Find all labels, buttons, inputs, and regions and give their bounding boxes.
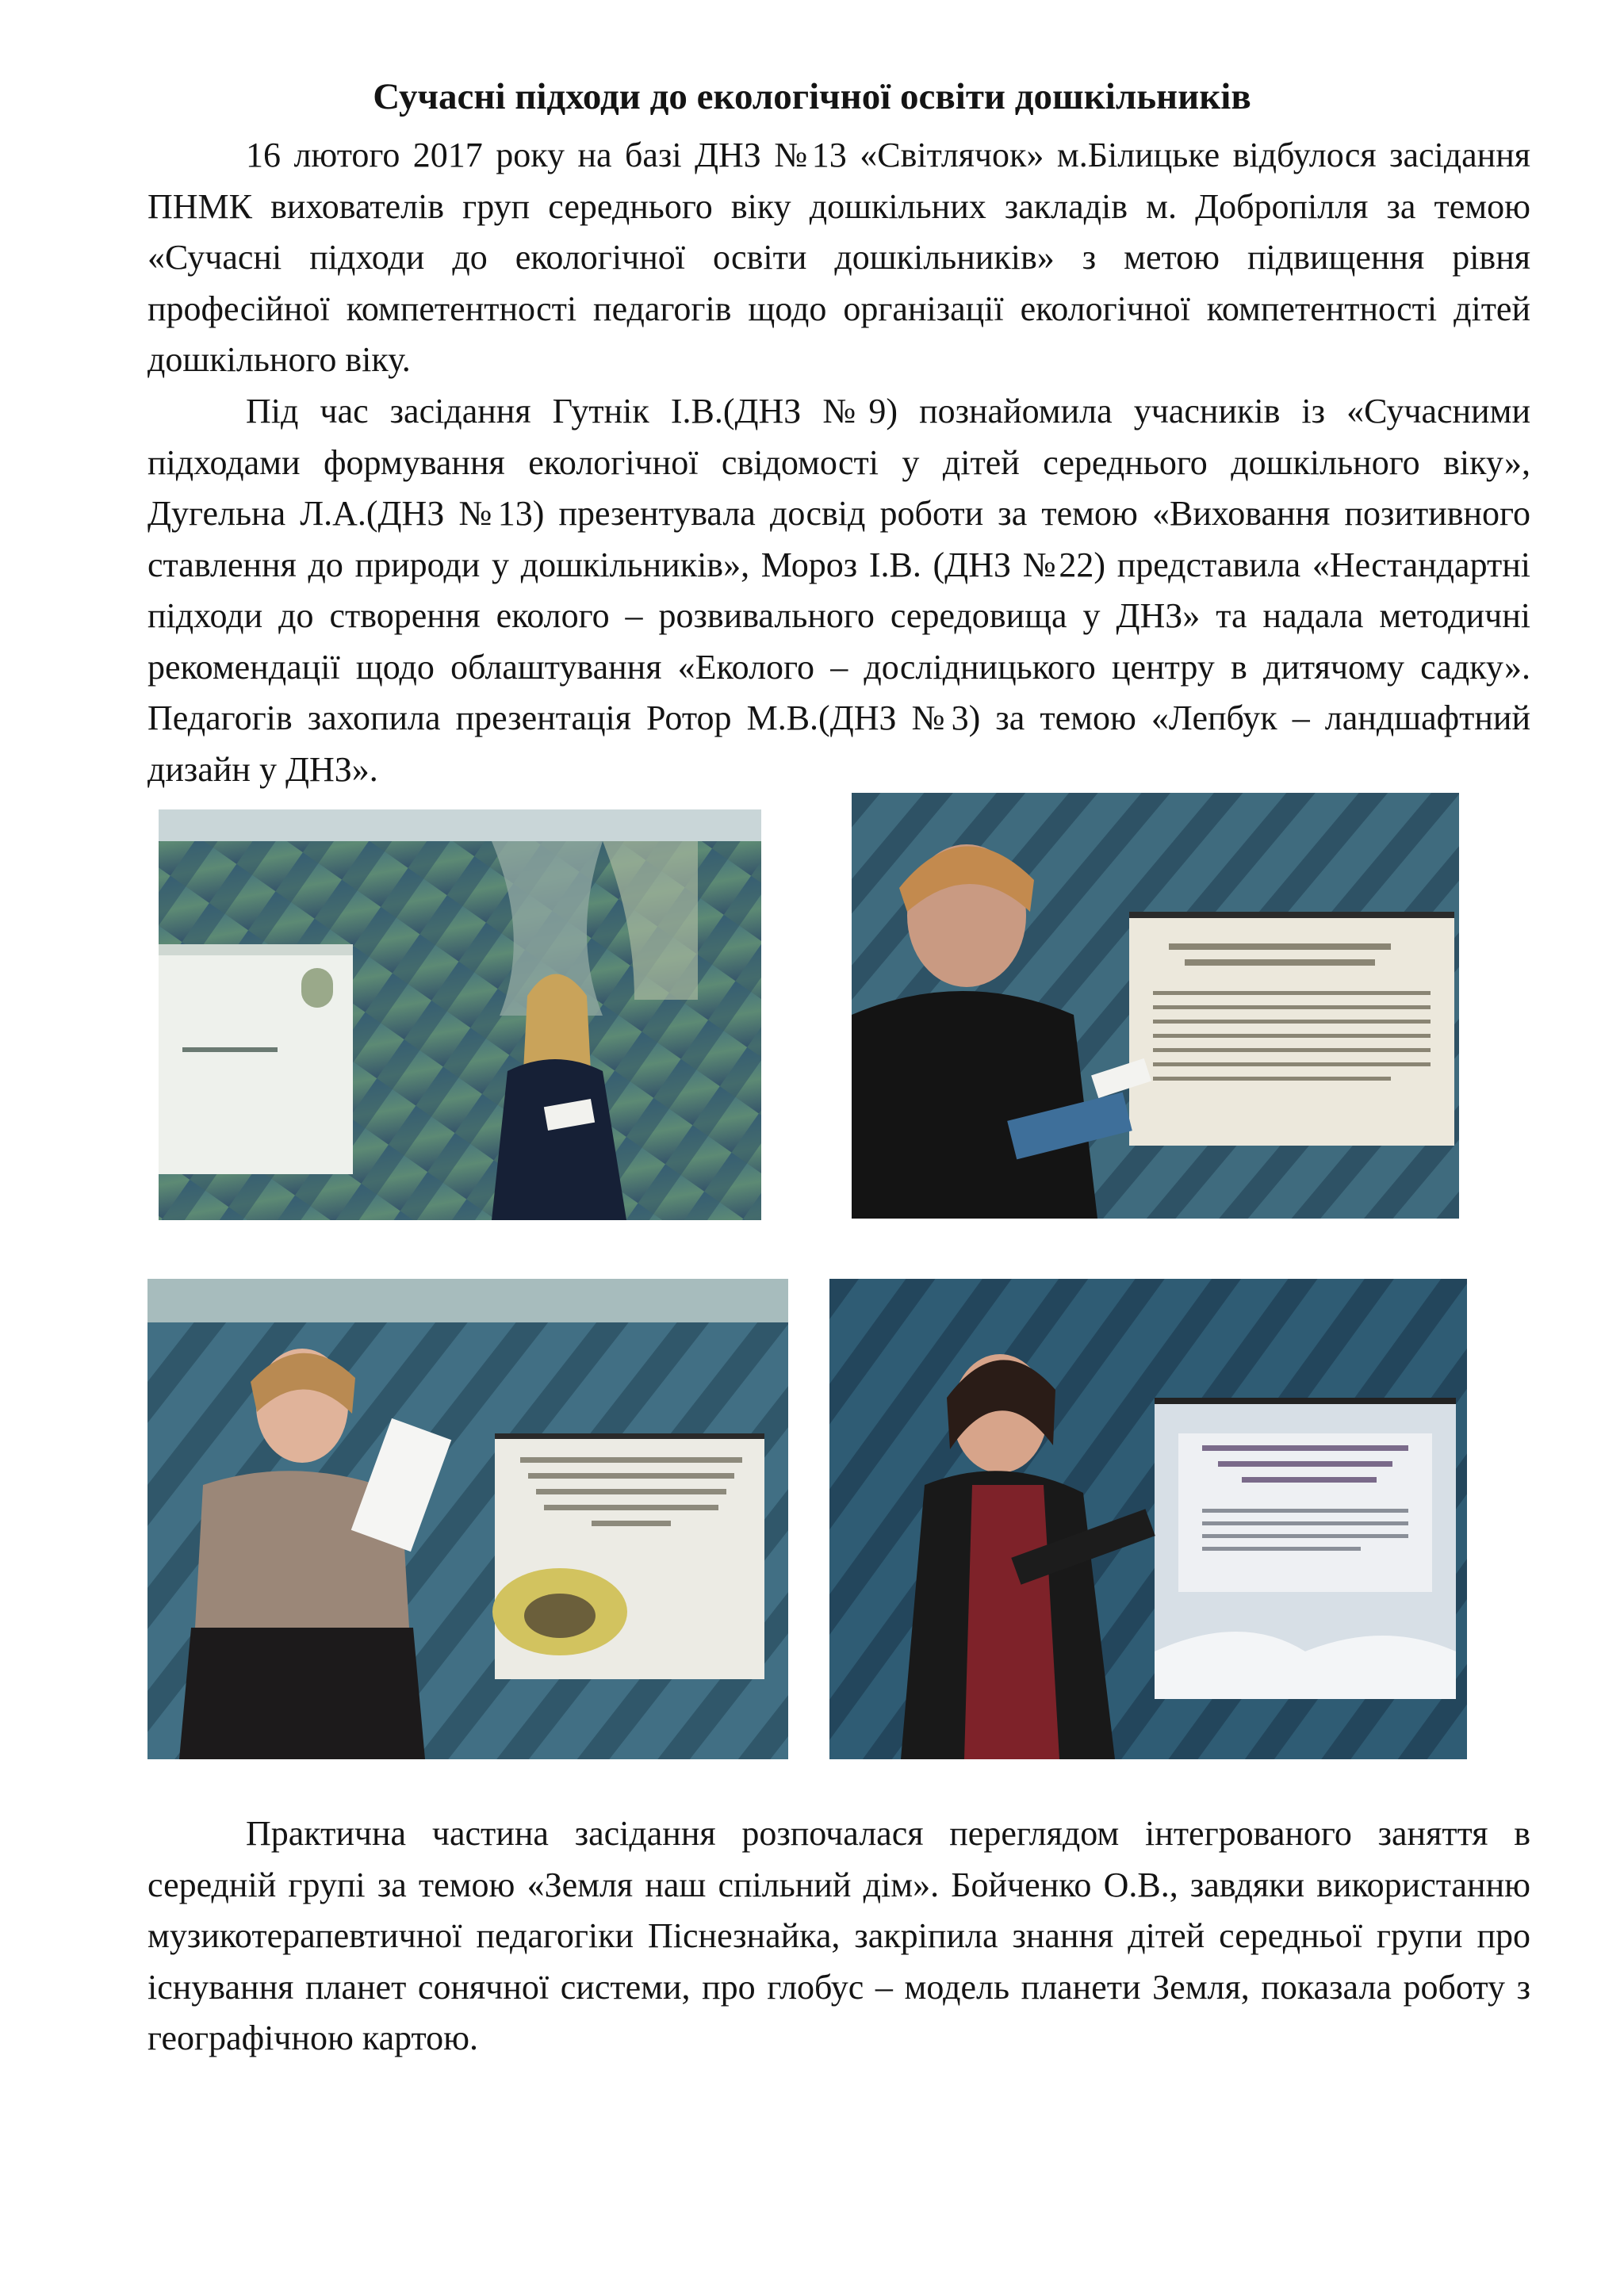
paragraph-intro: 16 лютого 2017 року на базі ДНЗ №13 «Світлячок» м.Білицьке відбулося засідання ПНМК вихователів груп середнього віку дошкільних закладів м. Добропілля за темою «Сучасні підходи до екологічної освіти дошкільників» з метою підвищення рівня професійної компетентності педагогів щодо організації екологічної компетентності дітей дошкільного віку. [147,136,1530,379]
photo-speaker-4 [829,1279,1467,1759]
photo-speaker-3 [147,1279,788,1759]
paragraph-presentations: Під час засідання Гутнік І.В.(ДНЗ №9) познайомила учасників із «Сучасними підходами формування екологічної свідомості у дітей середнього дошкільного віку», Дугельна Л.А.(ДНЗ №13) презентувала досвід роботи за темою «Виховання позитивного ставлення до природи у дошкільників», Мороз І.В. (ДНЗ №22) представила «Нестандартні підходи до створення еколого – розвивального середовища у ДНЗ» та надала методичні рекомендації щодо облаштування «Еколого – дослідницького центру в дитячому садку». Педагогів захопила презентація Ротор М.В.(ДНЗ №3) за темою «Лепбук – ландшафтний дизайн у ДНЗ». [147,392,1530,789]
page-title: Сучасні підходи до екологічної освіти дошкільників [373,76,1251,117]
photo-speaker-1 [159,809,761,1220]
photo-speaker-2 [852,793,1459,1219]
paragraph-practice: Практична частина засідання розпочалася переглядом інтегрованого заняття в середній групі за темою «Земля наш спільний дім». Бойченко О.В., завдяки використанню музикотерапевтичної педагогіки Піснезнайка, закріпила знання дітей середньої групи про існування планет сонячної системи, про глобус – модель планети Земля, показала роботу з географічною картою. [147,1814,1530,2057]
